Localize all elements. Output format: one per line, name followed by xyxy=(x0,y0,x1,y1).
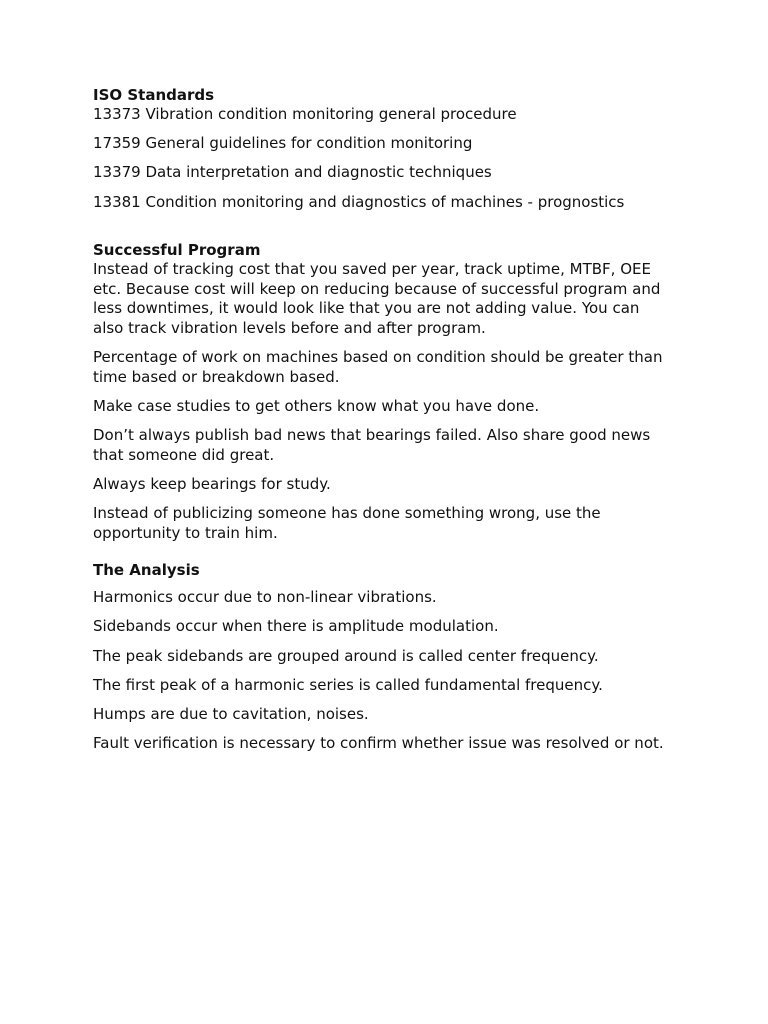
section-the-analysis xyxy=(93,560,673,754)
paragraph: 13381 Condition monitoring and diagnostics of machines - prognostics xyxy=(93,192,625,211)
section-heading: ISO Standards xyxy=(93,86,215,104)
paragraph: Make case studies to get others know what you have done. xyxy=(93,396,540,415)
paragraph: 17359 General guidelines for condition monitoring xyxy=(93,134,473,153)
section-heading: The Analysis xyxy=(93,561,200,580)
paragraph: Percentage of work on machines based on condition should be greater than time based or breakdown based. xyxy=(93,348,663,386)
paragraph: Humps are due to cavitation, noises. xyxy=(93,705,369,723)
paragraph: 13379 Data interpretation and diagnostic techniques xyxy=(93,163,492,182)
paragraph: Fault verification is necessary to confirm whether issue was resolved or not. xyxy=(93,734,664,753)
paragraph: Instead of publicizing someone has done something wrong, use the opportunity to train him. xyxy=(93,504,601,542)
paragraph: Always keep bearings for study. xyxy=(93,474,331,493)
paragraph: Harmonics occur due to non-linear vibrations. xyxy=(93,588,437,607)
paragraph: The peak sidebands are grouped around is called center frequency. xyxy=(93,646,599,665)
paragraph: 13373 Vibration condition monitoring general procedure xyxy=(93,105,517,123)
section-iso-standards xyxy=(93,85,673,212)
document-page xyxy=(93,85,673,763)
paragraph: The first peak of a harmonic series is called fundamental frequency. xyxy=(93,675,603,694)
paragraph: Don’t always publish bad news that bearings failed. Also share good news that someone did great. xyxy=(93,426,651,464)
section-successful-program xyxy=(93,240,673,543)
section-heading: Successful Program xyxy=(93,241,261,260)
paragraph: Sidebands occur when there is amplitude modulation. xyxy=(93,617,499,636)
paragraph: Instead of tracking cost that you saved per year, track uptime, MTBF, OEE etc. Because cost will keep on reducing because of successful program and less downtimes, it would look like that you are not adding value. You can also track vibration levels before and after program. xyxy=(93,260,661,337)
